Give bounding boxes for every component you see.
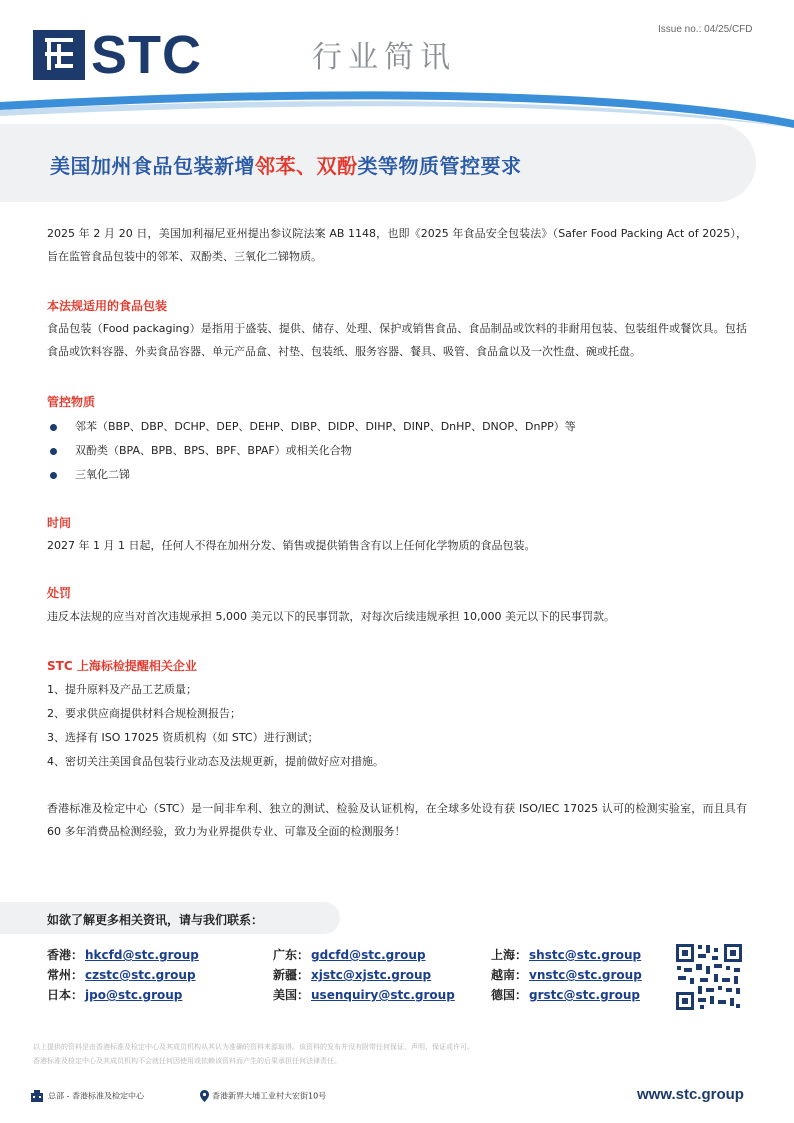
title-part1: 美国加州食品包装新增	[50, 154, 255, 178]
email-link[interactable]: grstc@stc.group	[529, 988, 640, 1002]
email-link[interactable]: gdcfd@stc.group	[311, 948, 426, 962]
contact-xinjiang: 新疆： xjstc@xjstc.group	[273, 968, 432, 982]
list-item: 4、密切关注美国食品包装行业动态及法规更新，提前做好应对措施。	[47, 755, 384, 768]
contact-vietnam: 越南： vnstc@stc.group	[491, 968, 642, 982]
website-link[interactable]: www.stc.group	[637, 1086, 744, 1103]
scope-paragraph: 食品包装（Food packaging）是指用于盛装、提供、储存、处理、保护或销售食品、食品制品或饮料的非耐用包装、包装组件或餐饮具。包括食品或饮料容器、外卖食品容器、单元产品盒、衬垫、包装纸、服务容器、餐具、吸管、食品盒以及一次性盘、碗或托盘。	[47, 322, 747, 358]
logo-text: STC	[91, 25, 202, 85]
contact-changzhou: 常州： czstc@stc.group	[47, 968, 196, 982]
email-link[interactable]: xjstc@xjstc.group	[311, 968, 432, 982]
location-pin-icon	[200, 1090, 209, 1102]
email-link[interactable]: vnstc@stc.group	[529, 968, 642, 982]
email-link[interactable]: czstc@stc.group	[85, 968, 196, 982]
contact-usa: 美国： usenquiry@stc.group	[273, 988, 455, 1002]
list-item: 邻苯（BBP、DBP、DCHP、DEP、DEHP、DIBP、DIDP、DIHP、DINP、DnHP、DNOP、DnPP）等	[50, 418, 576, 434]
building-icon	[30, 1090, 44, 1102]
issue-number: Issue no.: 04/25/CFD	[658, 24, 753, 35]
email-link[interactable]: usenquiry@stc.group	[311, 988, 455, 1002]
list-item: 3、选择有 ISO 17025 资质机构（如 STC）进行测试；	[47, 731, 319, 744]
article-title	[50, 150, 522, 179]
bullet-icon	[50, 472, 57, 479]
footer-address: 香港新界大埔工业村大宏街10号	[200, 1090, 326, 1102]
list-item: 2、要求供应商提供材料合规检测报告；	[47, 707, 241, 720]
email-link[interactable]: hkcfd@stc.group	[85, 948, 199, 962]
list-item: 1、提升原料及产品工艺质量；	[47, 683, 197, 696]
contact-shanghai: 上海： shstc@stc.group	[491, 948, 642, 962]
contact-heading: 如欲了解更多相关资讯，请与我们联系：	[47, 913, 264, 927]
list-item: 三氧化二锑	[50, 466, 130, 482]
header-title: 行业简讯	[312, 40, 456, 75]
section-heading-substances: 管控物质	[47, 395, 96, 409]
section-heading-timeline: 时间	[47, 516, 72, 530]
disclaimer-line: 香港标准及检定中心及其成员机构不会就任何因使用或依赖该资料而产生的后果承担任何法律责任。	[33, 1057, 341, 1065]
bullet-icon	[50, 424, 57, 431]
list-item: 双酚类（BPA、BPB、BPS、BPF、BPAF）或相关化合物	[50, 442, 352, 458]
contact-germany: 德国： grstc@stc.group	[491, 988, 640, 1002]
email-link[interactable]: shstc@stc.group	[529, 948, 642, 962]
title-highlight: 邻苯、双酚	[255, 154, 358, 178]
about-paragraph: 香港标准及检定中心（STC）是一间非牟利、独立的测试、检验及认证机构，在全球多处设有获 ISO/IEC 17025 认可的检测实验室，而且具有 60 多年消费品检测经验，致力为业界提供专业、可靠及全面的检测服务！	[47, 802, 747, 838]
intro-paragraph: 2025 年 2 月 20 日，美国加利福尼亚州提出参议院法案 AB 1148，也即《2025 年食品安全包装法》（Safer Food Packing Act of 2025），旨在监管食品包装中的邻苯、双酚类、三氧化二锑物质。	[47, 227, 747, 263]
section-heading-advice: STC 上海标检提醒相关企业	[47, 659, 197, 673]
stc-emblem-icon	[33, 30, 85, 80]
email-link[interactable]: jpo@stc.group	[85, 988, 183, 1002]
bullet-icon	[50, 448, 57, 455]
footer-hq: 总部 - 香港标准及检定中心	[30, 1090, 144, 1102]
header-swoosh	[0, 88, 794, 128]
section-heading-penalty: 处罚	[47, 586, 72, 600]
section-heading-scope: 本法规适用的食品包装	[47, 299, 168, 313]
timeline-paragraph: 2027 年 1 月 1 日起，任何人不得在加州分发、销售或提供销售含有以上任何化学物质的食品包装。	[47, 539, 536, 552]
contact-guangdong: 广东： gdcfd@stc.group	[273, 948, 426, 962]
contact-hongkong: 香港： hkcfd@stc.group	[47, 948, 199, 962]
title-part2: 类等物质管控要求	[357, 154, 522, 178]
qr-code-icon[interactable]	[674, 942, 744, 1012]
disclaimer-line: 以上提供的资料是由香港标准及检定中心及其成员机构从其认为准确的资料来源取得。该资料的发布并没有附带任何保证、声明、保证或许可。	[33, 1043, 474, 1051]
stc-logo	[33, 25, 228, 85]
penalty-paragraph: 违反本法规的应当对首次违规承担 5,000 美元以下的民事罚款，对每次后续违规承担 10,000 美元以下的民事罚款。	[47, 610, 615, 623]
contact-japan: 日本： jpo@stc.group	[47, 988, 183, 1002]
